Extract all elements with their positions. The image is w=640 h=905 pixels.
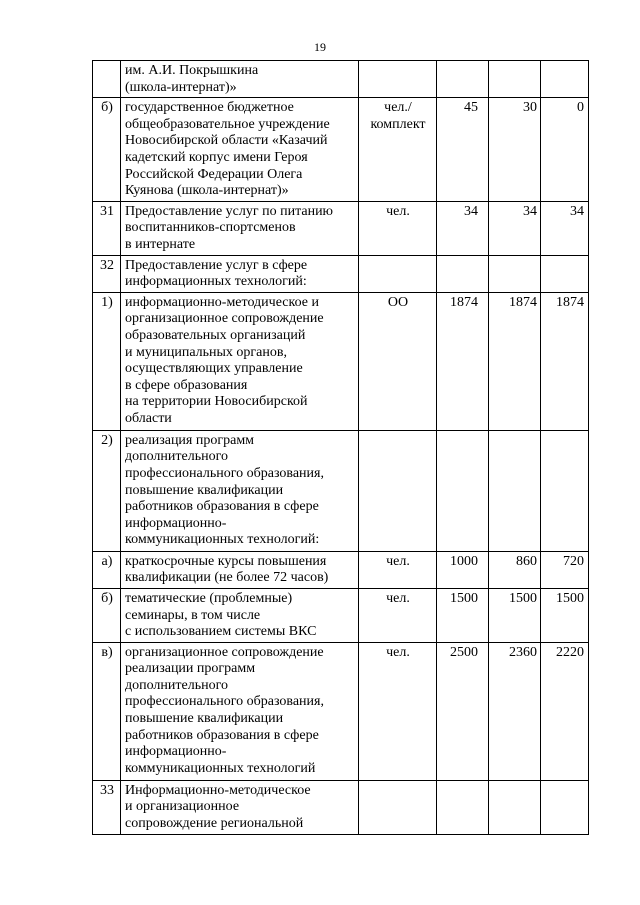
row-value-2: 2360 — [489, 642, 541, 780]
row-value-3 — [541, 255, 589, 292]
row-value-3: 0 — [541, 98, 589, 202]
row-value-2: 30 — [489, 98, 541, 202]
table-row — [93, 551, 589, 588]
row-unit — [359, 61, 437, 98]
row-number: 2) — [93, 430, 121, 551]
table-row — [93, 255, 589, 292]
row-description: информационно-методическое и организационное сопровождение образовательных организаций и муниципальных органов, осуществляющих управление в сфере образования на территории Новосибирской области — [121, 292, 359, 430]
row-value-3 — [541, 61, 589, 98]
row-value-1 — [437, 780, 489, 834]
row-description: реализация программ дополнительного профессионального образования, повышение квалификации работников образования в сфере информационно- коммуникационных технологий: — [121, 430, 359, 551]
row-unit: чел. — [359, 588, 437, 642]
row-value-3: 2220 — [541, 642, 589, 780]
row-value-1 — [437, 255, 489, 292]
row-value-3: 1500 — [541, 588, 589, 642]
table-row — [93, 98, 589, 202]
row-value-3 — [541, 780, 589, 834]
row-value-2: 1500 — [489, 588, 541, 642]
row-value-2: 1874 — [489, 292, 541, 430]
row-unit: чел. — [359, 551, 437, 588]
row-number: а) — [93, 551, 121, 588]
row-number: 32 — [93, 255, 121, 292]
row-number: 31 — [93, 201, 121, 255]
row-unit — [359, 255, 437, 292]
row-number: 1) — [93, 292, 121, 430]
services-table — [92, 60, 589, 835]
row-number: в) — [93, 642, 121, 780]
row-value-2 — [489, 780, 541, 834]
row-number: 33 — [93, 780, 121, 834]
row-value-2 — [489, 430, 541, 551]
row-description: Предоставление услуг по питанию воспитанников-спортсменов в интернате — [121, 201, 359, 255]
row-description: тематические (проблемные) семинары, в том числе с использованием системы ВКС — [121, 588, 359, 642]
row-description: государственное бюджетное общеобразовательное учреждение Новосибирской области «Казачий кадетский корпус имени Героя Российской Федерации Олега Куянова (школа-интернат)» — [121, 98, 359, 202]
row-value-3: 1874 — [541, 292, 589, 430]
row-description: им. А.И. Покрышкина (школа-интернат)» — [121, 61, 359, 98]
row-value-1 — [437, 430, 489, 551]
row-unit — [359, 780, 437, 834]
row-value-2 — [489, 255, 541, 292]
row-value-3: 34 — [541, 201, 589, 255]
row-value-3: 720 — [541, 551, 589, 588]
table-row — [93, 292, 589, 430]
row-description: Предоставление услуг в сфере информационных технологий: — [121, 255, 359, 292]
row-value-1 — [437, 61, 489, 98]
table-row — [93, 588, 589, 642]
row-unit: чел. — [359, 642, 437, 780]
table-row — [93, 201, 589, 255]
row-value-1: 45 — [437, 98, 489, 202]
row-value-1: 2500 — [437, 642, 489, 780]
row-value-1: 1000 — [437, 551, 489, 588]
row-unit: чел. — [359, 201, 437, 255]
table-row — [93, 430, 589, 551]
table-row — [93, 61, 589, 98]
row-unit: ОО — [359, 292, 437, 430]
row-number: б) — [93, 98, 121, 202]
row-value-1: 1500 — [437, 588, 489, 642]
page-number: 19 — [314, 40, 326, 54]
row-unit — [359, 430, 437, 551]
row-value-2 — [489, 61, 541, 98]
table-row — [93, 642, 589, 780]
row-number: б) — [93, 588, 121, 642]
row-number — [93, 61, 121, 98]
table-row — [93, 780, 589, 834]
row-value-1: 1874 — [437, 292, 489, 430]
row-value-1: 34 — [437, 201, 489, 255]
row-description: Информационно-методическое и организационное сопровождение региональной — [121, 780, 359, 834]
row-value-2: 860 — [489, 551, 541, 588]
row-description: краткосрочные курсы повышения квалификации (не более 72 часов) — [121, 551, 359, 588]
row-unit: чел./ комплект — [359, 98, 437, 202]
row-value-2: 34 — [489, 201, 541, 255]
row-description: организационное сопровождение реализации программ дополнительного профессионального образования, повышение квалификации работников образования в сфере информационно- коммуникационных технологий — [121, 642, 359, 780]
row-value-3 — [541, 430, 589, 551]
